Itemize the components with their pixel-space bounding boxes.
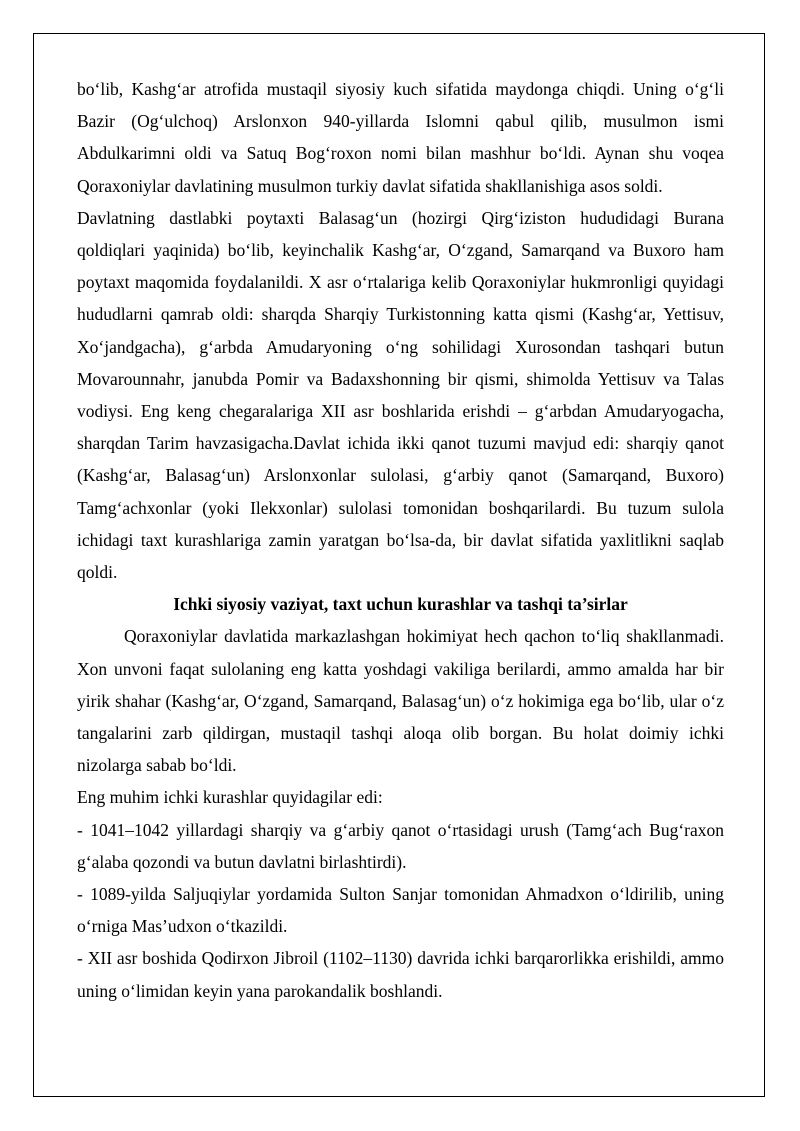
paragraph-continuation: bo‘lib, Kashg‘ar atrofida mustaqil siyosiy kuch sifatida maydonga chiqdi. Uning o‘g‘li Bazir (Og‘ulchoq) Arslonxon 940-yillarda Islomni qabul qilib, musulmon ismi Abdulkarimni oldi va Satuq Bog‘roxon nomi bilan mashhur bo‘ldi. Aynan shu voqea Qoraxoniylar davlatining musulmon turkiy davlat sifatida shakllanishiga asos soldi. — [77, 79, 724, 196]
list-item-1089: - 1089-yilda Saljuqiylar yordamida Sulton Sanjar tomonidan Ahmadxon o‘ldirilib, uning o‘rniga Mas’udxon o‘tkazildi. — [77, 884, 724, 937]
list-intro: Eng muhim ichki kurashlar quyidagilar edi: — [77, 787, 383, 808]
paragraph-capital-and-territory: Davlatning dastlabki poytaxti Balasag‘un (hozirgi Qirg‘iziston hududidagi Burana qoldiqlari yaqinida) bo‘lib, keyinchalik Kashg‘ar, O‘zgand, Samarqand va Buxoro ham poytaxt maqomida foydalanildi. X asr o‘rtalariga kelib Qoraxoniylar hukmronligi quyidagi hududlarni qamrab oldi: sharqda Sharqiy Turkistonning katta qismi (Kashg‘ar, Yettisuv, Xo‘jandgacha), g‘arbda Amudaryoning o‘ng sohilidagi Xurosondan tashqari butun Movarounnahr, janubda Pomir va Badaxshonning bir qismi, shimolda Yettisuv va Talas vodiysi. Eng keng chegaralariga XII asr boshlarida erishdi – g‘arbdan Amudaryogacha, sharqdan Tarim havzasigacha.Davlat ichida ikki qanot tuzumi mavjud edi: sharqiy qanot (Kashg‘ar, Balasag‘un) Arslonxonlar sulolasi, g‘arbiy qanot (Samarqand, Buxoro) Tamg‘achxonlar (yoki Ilekxonlar) sulolasi tomonidan boshqarilardi. Bu tuzum sulola ichidagi taxt kurashlariga zamin yaratgan bo‘lsa-da, bir davlat sifatida yaxlitlikni saqlab qoldi. — [77, 207, 724, 583]
document-body — [77, 73, 724, 1007]
list-item-xii-century: - XII asr boshida Qodirxon Jibroil (1102–1130) davrida ichki barqarorlikka erishildi, ammo uning o‘limidan keyin yana parokandalik boshlandi. — [77, 948, 724, 1001]
list-item-1041: - 1041–1042 yillardagi sharqiy va g‘arbiy qanot o‘rtasidagi urush (Tamg‘ach Bug‘raxon g‘alaba qozondi va butun davlatni birlashtirdi). — [77, 819, 724, 872]
paragraph-section-intro: Qoraxoniylar davlatida markazlashgan hokimiyat hech qachon to‘liq shakllanmadi. Xon unvoni faqat sulolaning eng katta yoshdagi vakiliga berilardi, ammo amalda har bir yirik shahar (Kashg‘ar, O‘zgand, Samarqand, Balasag‘un) o‘z hokimiga ega bo‘lib, ular o‘z tangalarini zarb qildirgan, mustaqil tashqi aloqa olib borgan. Bu holat doimiy ichki nizolarga sabab bo‘ldi. — [77, 626, 724, 776]
section-heading: Ichki siyosiy vaziyat, taxt uchun kurashlar va tashqi ta’sirlar — [173, 594, 628, 615]
